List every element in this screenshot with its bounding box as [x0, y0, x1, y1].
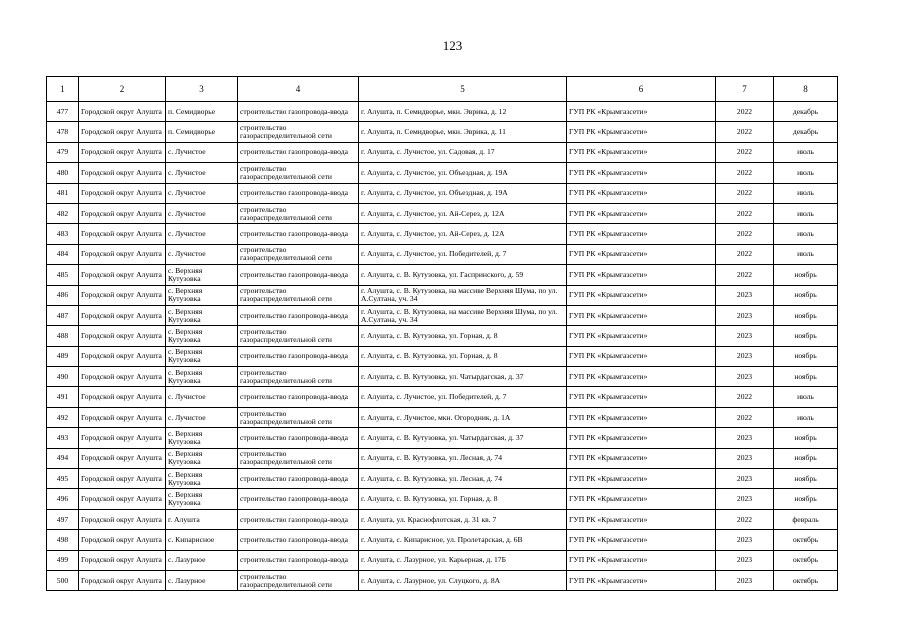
settlement-cell: с. Лазурное [166, 550, 238, 570]
table-row [47, 407, 838, 427]
table-row [47, 265, 838, 285]
settlement-cell: с. Верхняя Кутузовка [166, 305, 238, 325]
settlement-cell: с. Лазурное [166, 570, 238, 590]
table-row [47, 163, 838, 183]
year-cell: 2022 [716, 163, 774, 183]
col-header: 6 [567, 77, 716, 102]
organization-cell: ГУП РК «Крымгазсети» [567, 122, 716, 142]
organization-cell: ГУП РК «Крымгазсети» [567, 183, 716, 203]
settlement-cell: с. Лучистое [166, 163, 238, 183]
table-row [47, 102, 838, 122]
settlement-cell: с. Лучистое [166, 142, 238, 162]
address-cell: г. Алушта, с. В. Кутузовка, ул. Чатырдагская, д. 37 [359, 428, 567, 448]
row-number-cell: 499 [47, 550, 79, 570]
month-cell: ноябрь [774, 367, 838, 387]
month-cell: июль [774, 387, 838, 407]
row-number-cell: 500 [47, 570, 79, 590]
page-number: 123 [442, 38, 463, 53]
organization-cell: ГУП РК «Крымгазсети» [567, 489, 716, 509]
year-cell: 2022 [716, 142, 774, 162]
table-row [47, 142, 838, 162]
table-row [47, 203, 838, 223]
data-table [46, 76, 838, 591]
work-type-cell: строительство газораспределительной сети [238, 570, 359, 590]
month-cell: октябрь [774, 550, 838, 570]
organization-cell: ГУП РК «Крымгазсети» [567, 428, 716, 448]
work-type-cell: строительство газораспределительной сети [238, 244, 359, 264]
month-cell: ноябрь [774, 285, 838, 305]
settlement-cell: с. Лучистое [166, 203, 238, 223]
year-cell: 2023 [716, 530, 774, 550]
row-number-cell: 489 [47, 346, 79, 366]
table-row [47, 428, 838, 448]
work-type-cell: строительство газораспределительной сети [238, 163, 359, 183]
year-cell: 2023 [716, 448, 774, 468]
municipality-cell: Городской округ Алушта [79, 509, 166, 529]
work-type-cell: строительство газопровода-ввода [238, 224, 359, 244]
address-cell: г. Алушта, п. Семидворье, мкн. Эврика, д. 11 [359, 122, 567, 142]
table-body [47, 102, 838, 591]
month-cell: июль [774, 244, 838, 264]
work-type-cell: строительство газопровода-ввода [238, 550, 359, 570]
work-type-cell: строительство газопровода-ввода [238, 142, 359, 162]
address-cell: г. Алушта, с. Лучистое, ул. Объездная, д. 19А [359, 183, 567, 203]
row-number-cell: 486 [47, 285, 79, 305]
row-number-cell: 484 [47, 244, 79, 264]
address-cell: г. Алушта, с. Кипарисное, ул. Пролетарская, д. 6В [359, 530, 567, 550]
organization-cell: ГУП РК «Крымгазсети» [567, 285, 716, 305]
address-cell: г. Алушта, с. В. Кутузовка, ул. Горная, д. 8 [359, 326, 567, 346]
municipality-cell: Городской округ Алушта [79, 142, 166, 162]
settlement-cell: с. Лучистое [166, 224, 238, 244]
row-number-cell: 492 [47, 407, 79, 427]
month-cell: ноябрь [774, 265, 838, 285]
table-row [47, 326, 838, 346]
organization-cell: ГУП РК «Крымгазсети» [567, 509, 716, 529]
month-cell: ноябрь [774, 448, 838, 468]
month-cell: декабрь [774, 122, 838, 142]
month-cell: ноябрь [774, 469, 838, 489]
year-cell: 2022 [716, 244, 774, 264]
address-cell: г. Алушта, с. В. Кутузовка, на массиве Верхняя Шумa, по ул. А.Султана, уч. 34 [359, 305, 567, 325]
year-cell: 2023 [716, 489, 774, 509]
settlement-cell: с. Верхняя Кутузовка [166, 428, 238, 448]
organization-cell: ГУП РК «Крымгазсети» [567, 142, 716, 162]
table-row [47, 367, 838, 387]
work-type-cell: строительство газораспределительной сети [238, 367, 359, 387]
work-type-cell: строительство газопровода-ввода [238, 469, 359, 489]
municipality-cell: Городской округ Алушта [79, 203, 166, 223]
month-cell: ноябрь [774, 428, 838, 448]
year-cell: 2023 [716, 305, 774, 325]
work-type-cell: строительство газопровода-ввода [238, 183, 359, 203]
row-number-cell: 478 [47, 122, 79, 142]
organization-cell: ГУП РК «Крымгазсети» [567, 346, 716, 366]
municipality-cell: Городской округ Алушта [79, 570, 166, 590]
row-number-cell: 482 [47, 203, 79, 223]
month-cell: ноябрь [774, 346, 838, 366]
address-cell: г. Алушта, с. Лучистое, ул. Победителей, д. 7 [359, 387, 567, 407]
table-row [47, 387, 838, 407]
table-row [47, 224, 838, 244]
row-number-cell: 485 [47, 265, 79, 285]
settlement-cell: п. Семидворье [166, 102, 238, 122]
table-row [47, 305, 838, 325]
table-row [47, 469, 838, 489]
organization-cell: ГУП РК «Крымгазсети» [567, 326, 716, 346]
work-type-cell: строительство газопровода-ввода [238, 265, 359, 285]
table-row [47, 509, 838, 529]
month-cell: ноябрь [774, 489, 838, 509]
row-number-cell: 493 [47, 428, 79, 448]
municipality-cell: Городской округ Алушта [79, 469, 166, 489]
year-cell: 2023 [716, 367, 774, 387]
year-cell: 2023 [716, 346, 774, 366]
municipality-cell: Городской округ Алушта [79, 244, 166, 264]
year-cell: 2023 [716, 570, 774, 590]
row-number-cell: 479 [47, 142, 79, 162]
municipality-cell: Городской округ Алушта [79, 122, 166, 142]
address-cell: г. Алушта, с. Лучистое, мкн. Огородник, д. 1А [359, 407, 567, 427]
organization-cell: ГУП РК «Крымгазсети» [567, 163, 716, 183]
month-cell: ноябрь [774, 326, 838, 346]
month-cell: июль [774, 183, 838, 203]
col-header: 3 [166, 77, 238, 102]
municipality-cell: Городской округ Алушта [79, 407, 166, 427]
address-cell: г. Алушта, с. В. Кутузовка, ул. Гаспринского, д. 59 [359, 265, 567, 285]
month-cell: февраль [774, 509, 838, 529]
municipality-cell: Городской округ Алушта [79, 428, 166, 448]
table-row [47, 285, 838, 305]
row-number-cell: 494 [47, 448, 79, 468]
row-number-cell: 481 [47, 183, 79, 203]
table-row [47, 489, 838, 509]
work-type-cell: строительство газопровода-ввода [238, 346, 359, 366]
municipality-cell: Городской округ Алушта [79, 448, 166, 468]
work-type-cell: строительство газораспределительной сети [238, 285, 359, 305]
address-cell: г. Алушта, с. Лучистое, ул. Победителей, д. 7 [359, 244, 567, 264]
month-cell: июль [774, 203, 838, 223]
year-cell: 2022 [716, 224, 774, 244]
organization-cell: ГУП РК «Крымгазсети» [567, 102, 716, 122]
work-type-cell: строительство газопровода-ввода [238, 387, 359, 407]
municipality-cell: Городской округ Алушта [79, 550, 166, 570]
municipality-cell: Городской округ Алушта [79, 224, 166, 244]
address-cell: г. Алушта, с. Лучистое, ул. Ай-Серез, д. 12А [359, 203, 567, 223]
work-type-cell: строительство газораспределительной сети [238, 122, 359, 142]
row-number-cell: 498 [47, 530, 79, 550]
municipality-cell: Городской округ Алушта [79, 183, 166, 203]
settlement-cell: с. Верхняя Кутузовка [166, 285, 238, 305]
address-cell: г. Алушта, с. Лазурное, ул. Слуцкого, д. 8А [359, 570, 567, 590]
month-cell: декабрь [774, 102, 838, 122]
row-number-cell: 497 [47, 509, 79, 529]
col-header: 5 [359, 77, 567, 102]
month-cell: июль [774, 142, 838, 162]
municipality-cell: Городской округ Алушта [79, 326, 166, 346]
address-cell: г. Алушта, ул. Краснофлотская, д. 31 кв. 7 [359, 509, 567, 529]
work-type-cell: строительство газораспределительной сети [238, 407, 359, 427]
row-number-cell: 496 [47, 489, 79, 509]
municipality-cell: Городской округ Алушта [79, 346, 166, 366]
work-type-cell: строительство газопровода-ввода [238, 102, 359, 122]
settlement-cell: с. Верхняя Кутузовка [166, 489, 238, 509]
organization-cell: ГУП РК «Крымгазсети» [567, 407, 716, 427]
year-cell: 2022 [716, 102, 774, 122]
row-number-cell: 480 [47, 163, 79, 183]
address-cell: г. Алушта, с. В. Кутузовка, ул. Чатырдагская, д. 37 [359, 367, 567, 387]
work-type-cell: строительство газопровода-ввода [238, 305, 359, 325]
col-header: 7 [716, 77, 774, 102]
row-number-cell: 487 [47, 305, 79, 325]
organization-cell: ГУП РК «Крымгазсети» [567, 387, 716, 407]
work-type-cell: строительство газопровода-ввода [238, 428, 359, 448]
work-type-cell: строительство газопровода-ввода [238, 530, 359, 550]
table-row [47, 570, 838, 590]
year-cell: 2022 [716, 509, 774, 529]
settlement-cell: с. Лучистое [166, 387, 238, 407]
settlement-cell: с. Верхняя Кутузовка [166, 469, 238, 489]
work-type-cell: строительство газопровода-ввода [238, 489, 359, 509]
address-cell: г. Алушта, с. Лучистое, ул. Объездная, д. 19А [359, 163, 567, 183]
month-cell: ноябрь [774, 305, 838, 325]
municipality-cell: Городской округ Алушта [79, 102, 166, 122]
address-cell: г. Алушта, с. Лучистое, ул. Садовая, д. 17 [359, 142, 567, 162]
col-header: 8 [774, 77, 838, 102]
table-row [47, 550, 838, 570]
year-cell: 2022 [716, 265, 774, 285]
table-row [47, 183, 838, 203]
organization-cell: ГУП РК «Крымгазсети» [567, 305, 716, 325]
municipality-cell: Городской округ Алушта [79, 265, 166, 285]
address-cell: г. Алушта, с. В. Кутузовка, ул. Лесная, д. 74 [359, 448, 567, 468]
organization-cell: ГУП РК «Крымгазсети» [567, 530, 716, 550]
municipality-cell: Городской округ Алушта [79, 367, 166, 387]
month-cell: октябрь [774, 570, 838, 590]
address-cell: г. Алушта, с. В. Кутузовка, ул. Горная, д. 8 [359, 489, 567, 509]
row-number-cell: 495 [47, 469, 79, 489]
settlement-cell: с. Лучистое [166, 407, 238, 427]
organization-cell: ГУП РК «Крымгазсети» [567, 265, 716, 285]
settlement-cell: с. Верхняя Кутузовка [166, 367, 238, 387]
settlement-cell: с. Лучистое [166, 244, 238, 264]
address-cell: г. Алушта, с. В. Кутузовка, ул. Лесная, д. 74 [359, 469, 567, 489]
year-cell: 2022 [716, 203, 774, 223]
settlement-cell: с. Верхняя Кутузовка [166, 346, 238, 366]
year-cell: 2023 [716, 326, 774, 346]
work-type-cell: строительство газораспределительной сети [238, 326, 359, 346]
year-cell: 2022 [716, 387, 774, 407]
month-cell: июль [774, 407, 838, 427]
settlement-cell: с. Верхняя Кутузовка [166, 265, 238, 285]
year-cell: 2023 [716, 550, 774, 570]
year-cell: 2022 [716, 407, 774, 427]
settlement-cell: с. Верхняя Кутузовка [166, 326, 238, 346]
table-row [47, 122, 838, 142]
year-cell: 2022 [716, 183, 774, 203]
organization-cell: ГУП РК «Крымгазсети» [567, 367, 716, 387]
year-cell: 2023 [716, 428, 774, 448]
row-number-cell: 483 [47, 224, 79, 244]
address-cell: г. Алушта, с. В. Кутузовка, на массиве Верхняя Шумa, по ул. А.Султана, уч. 34 [359, 285, 567, 305]
settlement-cell: с. Лучистое [166, 183, 238, 203]
settlement-cell: п. Семидворье [166, 122, 238, 142]
work-type-cell: строительство газопровода-ввода [238, 509, 359, 529]
col-header: 2 [79, 77, 166, 102]
municipality-cell: Городской округ Алушта [79, 163, 166, 183]
month-cell: июль [774, 163, 838, 183]
row-number-cell: 490 [47, 367, 79, 387]
organization-cell: ГУП РК «Крымгазсети» [567, 448, 716, 468]
address-cell: г. Алушта, с. Лазурное, ул. Карьерная, д. 17Б [359, 550, 567, 570]
organization-cell: ГУП РК «Крымгазсети» [567, 224, 716, 244]
table-row [47, 530, 838, 550]
table-row [47, 244, 838, 264]
settlement-cell: с. Кипарисное [166, 530, 238, 550]
organization-cell: ГУП РК «Крымгазсети» [567, 244, 716, 264]
table-row [47, 448, 838, 468]
year-cell: 2023 [716, 469, 774, 489]
year-cell: 2022 [716, 122, 774, 142]
municipality-cell: Городской округ Алушта [79, 530, 166, 550]
col-header: 1 [47, 77, 79, 102]
settlement-cell: с. Верхняя Кутузовка [166, 448, 238, 468]
organization-cell: ГУП РК «Крымгазсети» [567, 550, 716, 570]
municipality-cell: Городской округ Алушта [79, 387, 166, 407]
address-cell: г. Алушта, с. В. Кутузовка, ул. Горная, д. 8 [359, 346, 567, 366]
organization-cell: ГУП РК «Крымгазсети» [567, 203, 716, 223]
col-header: 4 [238, 77, 359, 102]
organization-cell: ГУП РК «Крымгазсети» [567, 570, 716, 590]
month-cell: июль [774, 224, 838, 244]
table-row [47, 346, 838, 366]
settlement-cell: г. Алушта [166, 509, 238, 529]
year-cell: 2023 [716, 285, 774, 305]
row-number-cell: 477 [47, 102, 79, 122]
month-cell: октябрь [774, 530, 838, 550]
address-cell: г. Алушта, с. Лучистое, ул. Ай-Серез, д. 12А [359, 224, 567, 244]
work-type-cell: строительство газораспределительной сети [238, 203, 359, 223]
municipality-cell: Городской округ Алушта [79, 489, 166, 509]
organization-cell: ГУП РК «Крымгазсети» [567, 469, 716, 489]
address-cell: г. Алушта, п. Семидворье, мкн. Эврика, д. 12 [359, 102, 567, 122]
municipality-cell: Городской округ Алушта [79, 285, 166, 305]
work-type-cell: строительство газораспределительной сети [238, 448, 359, 468]
municipality-cell: Городской округ Алушта [79, 305, 166, 325]
table-header-row [47, 77, 838, 102]
row-number-cell: 488 [47, 326, 79, 346]
row-number-cell: 491 [47, 387, 79, 407]
